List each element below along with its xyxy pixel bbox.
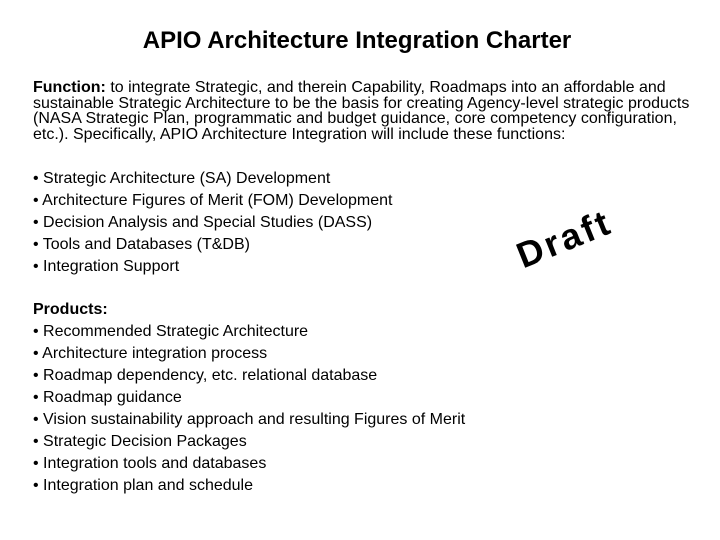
- product-item: • Integration plan and schedule: [33, 477, 253, 494]
- function-item: • Architecture Figures of Merit (FOM) Development: [33, 192, 393, 209]
- product-item: • Architecture integration process: [33, 345, 268, 362]
- product-item: • Integration tools and databases: [33, 455, 267, 472]
- function-item: • Decision Analysis and Special Studies (DASS): [33, 214, 373, 231]
- function-description: [33, 80, 693, 142]
- draft-watermark: Draft: [510, 200, 618, 276]
- function-list: [33, 167, 392, 277]
- function-item: • Tools and Databases (T&DB): [33, 236, 250, 253]
- products-heading: Products:: [33, 301, 108, 318]
- page-title: APIO Architecture Integration Charter: [142, 27, 572, 54]
- product-item: • Roadmap guidance: [33, 389, 182, 406]
- product-item: • Vision sustainability approach and resulting Figures of Merit: [33, 411, 466, 428]
- function-text: to integrate Strategic, and therein Capability, Roadmaps into an affordable and sustainable Strategic Architecture to be the basis for creating Agency-level strategic products (NASA Strategic Plan, programmatic and budget guidance, core competency configuration, etc.). Specifically, APIO Architecture Integration will include these functions:: [33, 79, 690, 143]
- function-item: • Integration Support: [33, 258, 180, 275]
- products-list: [33, 320, 465, 496]
- product-item: • Roadmap dependency, etc. relational database: [33, 367, 378, 384]
- function-item: • Strategic Architecture (SA) Development: [33, 170, 331, 187]
- product-item: • Recommended Strategic Architecture: [33, 323, 309, 340]
- product-item: • Strategic Decision Packages: [33, 433, 247, 450]
- function-label: Function:: [33, 79, 106, 96]
